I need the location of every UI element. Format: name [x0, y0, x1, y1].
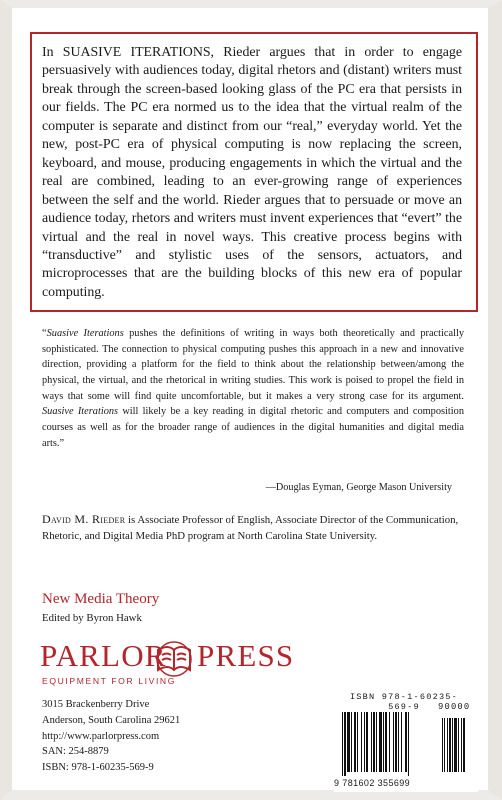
author-bio [42, 512, 462, 544]
blurb-book-title: SUASIVE ITERATIONS [62, 45, 211, 60]
quote-title-1: Suasive Iterations [46, 328, 124, 339]
endorsement-quote [42, 326, 464, 451]
barcode-price-code: 90000 [438, 702, 471, 712]
logo-word-left: PARLOR [40, 638, 167, 673]
series-editor: Edited by Byron Hawk [42, 612, 142, 624]
isbn-barcode [334, 690, 478, 792]
publisher-logo [40, 636, 340, 688]
logo-word-right: PRESS [197, 638, 295, 673]
author-name: David M. Rieder [42, 512, 126, 526]
address-street: 3015 Brackenberry Drive [42, 699, 150, 710]
author-bio-text: is Associate Professor of English, Associate Director of the Communication, Rhetoric, and Digital Media PhD program at North Carolina State University. [42, 514, 459, 542]
barcode-digits: 9 781602 355699 [334, 778, 411, 788]
barcode-isbn-label: ISBN 978-1-60235-569-9 [349, 692, 459, 712]
publisher-address [42, 697, 180, 776]
blurb-text: , Rieder argues that in order to engage persuasively with audiences today, digital rhetors and (distant) writers must break through the screen-based looking glass of the PC era that persists in our fields. The PC era normed us to the idea that the virtual realm of the computer is separate and distinct from our “real,” everyday world. Yet the new, post-PC era of physical computing is now replacing the screen, keyboard, and mouse, producing engagements in which the virtual and the real are combined, leading to an ever-growing range of experiences between the self and the world. Rieder argues that to persuade or move an audience today, rhetors and writers must invent experiences that “evert” the virtual and the real in novel ways. This creative process begins with “transductive” and stylistic uses of the sensors, actuators, and microprocesses that are the building blocks of this new era of popular computing. [42, 45, 463, 300]
series-name: New Media Theory [42, 591, 160, 607]
quote-text-1: pushes the definitions of writing in ways both theoretically and practically sophisticated. The connection to physical computing pushes this approach in a new and innovative direction, providing a platform for the field to think about the relationship between/among the physical, the virtual, and the rhetorical in writing studies. This work is poised to propel the field in ways that some will find quite uncomfortable, but it makes a very strong case for its argument. [42, 328, 464, 402]
blurb-pre-title: In [42, 45, 63, 60]
address-url: http://www.parlorpress.com [42, 730, 160, 742]
address-san: SAN: 254-8879 [42, 746, 109, 758]
address-isbn: ISBN: 978-1-60235-569-9 [42, 762, 154, 774]
address-city: Anderson, South Carolina 29621 [42, 714, 181, 726]
book-emblem-icon [154, 640, 194, 678]
quote-open-mark: “ [42, 328, 47, 339]
book-description [42, 44, 462, 302]
quote-title-2: Suasive Iterations [42, 406, 119, 418]
publisher-tagline: EQUIPMENT FOR LIVING [42, 676, 177, 686]
endorsement-attribution: —Douglas Eyman, George Mason University [265, 482, 452, 493]
quote-text-2: will likely be a key reading in digital rhetoric and computers and composition courses as well as for the broader range of audiences in the digital humanities and digital media arts.” [42, 406, 464, 449]
barcode-bars-icon [334, 712, 478, 778]
